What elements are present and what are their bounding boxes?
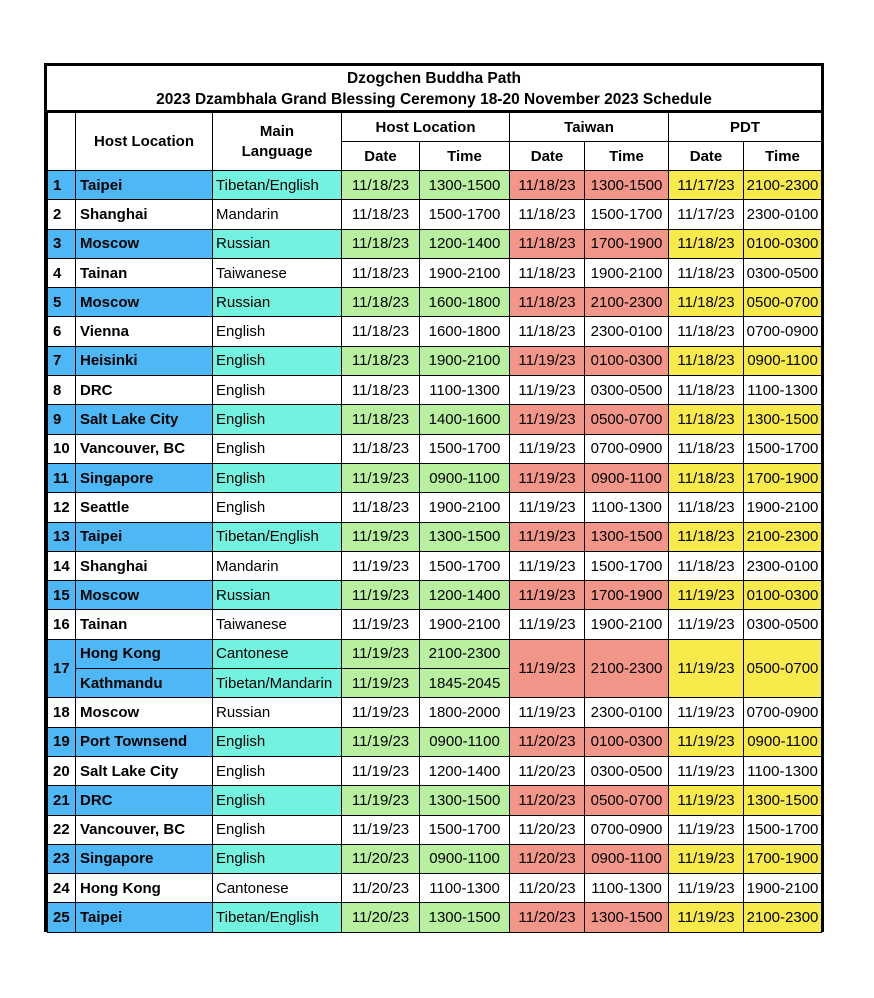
taiwan-date: 11/19/23	[510, 376, 585, 405]
row-number: 15	[48, 581, 76, 610]
pdt-time: 2100-2300	[744, 171, 822, 200]
row-number: 16	[48, 610, 76, 639]
host-time: 1200-1400	[420, 581, 510, 610]
host-location: Heisinki	[76, 346, 213, 375]
table-row	[48, 405, 822, 434]
row-number: 1	[48, 171, 76, 200]
main-language: Cantonese	[213, 874, 342, 903]
main-language: Cantonese	[213, 639, 342, 668]
row-number: 9	[48, 405, 76, 434]
table-row	[48, 258, 822, 287]
host-location: Vancouver, BC	[76, 815, 213, 844]
host-time: 1600-1800	[420, 288, 510, 317]
main-language: Russian	[213, 698, 342, 727]
taiwan-date: 11/19/23	[510, 639, 585, 698]
pdt-time: 1100-1300	[744, 756, 822, 785]
pdt-date: 11/17/23	[669, 171, 744, 200]
host-location: Hong Kong	[76, 874, 213, 903]
host-time: 1900-2100	[420, 610, 510, 639]
host-date: 11/19/23	[342, 756, 420, 785]
pdt-date: 11/18/23	[669, 405, 744, 434]
table-row	[48, 229, 822, 258]
pdt-time: 2300-0100	[744, 200, 822, 229]
table-row	[48, 903, 822, 932]
host-time: 1500-1700	[420, 200, 510, 229]
table-row	[48, 317, 822, 346]
pdt-time: 1700-1900	[744, 463, 822, 492]
pdt-date: 11/19/23	[669, 756, 744, 785]
host-location: Taipei	[76, 171, 213, 200]
host-location: Taipei	[76, 522, 213, 551]
taiwan-date: 11/18/23	[510, 200, 585, 229]
taiwan-date: 11/19/23	[510, 493, 585, 522]
pdt-date: 11/18/23	[669, 493, 744, 522]
host-location: Singapore	[76, 463, 213, 492]
table-row	[48, 376, 822, 405]
pdt-time: 1300-1500	[744, 786, 822, 815]
taiwan-date: 11/19/23	[510, 581, 585, 610]
row-number: 13	[48, 522, 76, 551]
host-location: Moscow	[76, 229, 213, 258]
pdt-date: 11/18/23	[669, 317, 744, 346]
pdt-time: 1500-1700	[744, 815, 822, 844]
table-row	[48, 639, 822, 668]
host-location: Moscow	[76, 698, 213, 727]
taiwan-date: 11/20/23	[510, 874, 585, 903]
main-language: English	[213, 786, 342, 815]
host-date: 11/18/23	[342, 317, 420, 346]
taiwan-time: 0900-1100	[585, 463, 669, 492]
taiwan-time: 0500-0700	[585, 786, 669, 815]
row-number: 8	[48, 376, 76, 405]
row-number: 25	[48, 903, 76, 932]
pdt-time: 1900-2100	[744, 874, 822, 903]
pdt-date: 11/18/23	[669, 258, 744, 287]
main-language: Mandarin	[213, 200, 342, 229]
host-date: 11/19/23	[342, 463, 420, 492]
header-taiwan-date: Date	[510, 142, 585, 171]
pdt-date: 11/19/23	[669, 815, 744, 844]
header-main-language: Main Language	[213, 113, 342, 171]
host-location: Moscow	[76, 288, 213, 317]
host-location: Salt Lake City	[76, 756, 213, 785]
row-number: 24	[48, 874, 76, 903]
row-number: 7	[48, 346, 76, 375]
schedule-table	[47, 112, 822, 933]
title-block	[47, 66, 821, 112]
main-language: Russian	[213, 229, 342, 258]
main-language: Tibetan/English	[213, 522, 342, 551]
row-number: 4	[48, 258, 76, 287]
pdt-time: 0500-0700	[744, 639, 822, 698]
taiwan-date: 11/19/23	[510, 405, 585, 434]
host-date: 11/20/23	[342, 874, 420, 903]
pdt-date: 11/18/23	[669, 288, 744, 317]
pdt-time: 1100-1300	[744, 376, 822, 405]
taiwan-date: 11/19/23	[510, 463, 585, 492]
taiwan-time: 1700-1900	[585, 581, 669, 610]
host-time: 0900-1100	[420, 463, 510, 492]
table-row	[48, 171, 822, 200]
taiwan-time: 2300-0100	[585, 317, 669, 346]
row-number: 23	[48, 844, 76, 873]
header-taiwan-group: Taiwan	[510, 113, 669, 142]
host-time: 1845-2045	[420, 669, 510, 698]
table-row	[48, 815, 822, 844]
host-time: 1200-1400	[420, 229, 510, 258]
schedule-sheet	[44, 63, 824, 932]
host-date: 11/18/23	[342, 200, 420, 229]
main-language: English	[213, 844, 342, 873]
main-language: English	[213, 405, 342, 434]
host-time: 1500-1700	[420, 434, 510, 463]
taiwan-date: 11/18/23	[510, 288, 585, 317]
pdt-time: 1500-1700	[744, 434, 822, 463]
host-time: 1600-1800	[420, 317, 510, 346]
pdt-time: 0900-1100	[744, 727, 822, 756]
taiwan-date: 11/19/23	[510, 346, 585, 375]
main-language: English	[213, 463, 342, 492]
table-row	[48, 844, 822, 873]
schedule-body	[48, 171, 822, 933]
title-line-1: Dzogchen Buddha Path	[347, 70, 521, 87]
host-time: 1900-2100	[420, 258, 510, 287]
header-number	[48, 113, 76, 171]
pdt-time: 0900-1100	[744, 346, 822, 375]
main-language: English	[213, 756, 342, 785]
taiwan-time: 0300-0500	[585, 376, 669, 405]
row-number: 18	[48, 698, 76, 727]
host-location: Seattle	[76, 493, 213, 522]
taiwan-date: 11/18/23	[510, 229, 585, 258]
host-location: Port Townsend	[76, 727, 213, 756]
pdt-date: 11/19/23	[669, 903, 744, 932]
host-time: 1200-1400	[420, 756, 510, 785]
host-date: 11/18/23	[342, 288, 420, 317]
host-date: 11/19/23	[342, 610, 420, 639]
pdt-date: 11/19/23	[669, 844, 744, 873]
host-time: 1500-1700	[420, 551, 510, 580]
host-date: 11/19/23	[342, 727, 420, 756]
pdt-date: 11/19/23	[669, 581, 744, 610]
header-host-date: Date	[342, 142, 420, 171]
host-location: Moscow	[76, 581, 213, 610]
taiwan-time: 2100-2300	[585, 639, 669, 698]
host-time: 1300-1500	[420, 522, 510, 551]
taiwan-date: 11/19/23	[510, 551, 585, 580]
host-location: DRC	[76, 376, 213, 405]
table-row	[48, 786, 822, 815]
host-time: 1300-1500	[420, 171, 510, 200]
host-date: 11/18/23	[342, 434, 420, 463]
row-number: 3	[48, 229, 76, 258]
taiwan-date: 11/19/23	[510, 610, 585, 639]
row-number: 6	[48, 317, 76, 346]
header-pdt-group: PDT	[669, 113, 822, 142]
host-time: 1900-2100	[420, 346, 510, 375]
pdt-time: 0300-0500	[744, 258, 822, 287]
row-number: 14	[48, 551, 76, 580]
taiwan-time: 0700-0900	[585, 815, 669, 844]
taiwan-date: 11/19/23	[510, 522, 585, 551]
pdt-date: 11/18/23	[669, 346, 744, 375]
host-date: 11/18/23	[342, 346, 420, 375]
pdt-time: 1300-1500	[744, 405, 822, 434]
header-host-location: Host Location	[76, 113, 213, 171]
taiwan-time: 1500-1700	[585, 200, 669, 229]
taiwan-time: 0900-1100	[585, 844, 669, 873]
pdt-time: 2100-2300	[744, 522, 822, 551]
main-language: English	[213, 317, 342, 346]
pdt-time: 0500-0700	[744, 288, 822, 317]
host-time: 2100-2300	[420, 639, 510, 668]
taiwan-time: 1300-1500	[585, 903, 669, 932]
header-taiwan-time: Time	[585, 142, 669, 171]
taiwan-time: 1900-2100	[585, 258, 669, 287]
row-number: 5	[48, 288, 76, 317]
pdt-time: 0300-0500	[744, 610, 822, 639]
taiwan-date: 11/18/23	[510, 258, 585, 287]
host-location: Tainan	[76, 610, 213, 639]
host-location: Taipei	[76, 903, 213, 932]
pdt-time: 0700-0900	[744, 698, 822, 727]
host-time: 1800-2000	[420, 698, 510, 727]
host-location: Singapore	[76, 844, 213, 873]
host-date: 11/19/23	[342, 815, 420, 844]
host-time: 1100-1300	[420, 874, 510, 903]
main-language: English	[213, 376, 342, 405]
pdt-date: 11/18/23	[669, 551, 744, 580]
host-location: Vancouver, BC	[76, 434, 213, 463]
pdt-date: 11/17/23	[669, 200, 744, 229]
table-row	[48, 874, 822, 903]
host-date: 11/20/23	[342, 903, 420, 932]
pdt-time: 1900-2100	[744, 493, 822, 522]
table-row	[48, 493, 822, 522]
table-row	[48, 200, 822, 229]
row-number: 11	[48, 463, 76, 492]
pdt-date: 11/18/23	[669, 229, 744, 258]
host-location: Vienna	[76, 317, 213, 346]
host-time: 1300-1500	[420, 903, 510, 932]
title-line-2: 2023 Dzambhala Grand Blessing Ceremony 18-20 November 2023 Schedule	[156, 91, 712, 108]
pdt-date: 11/19/23	[669, 639, 744, 698]
main-language: Tibetan/English	[213, 903, 342, 932]
taiwan-time: 1500-1700	[585, 551, 669, 580]
host-date: 11/19/23	[342, 551, 420, 580]
host-date: 11/19/23	[342, 786, 420, 815]
pdt-time: 0100-0300	[744, 229, 822, 258]
main-language: Mandarin	[213, 551, 342, 580]
host-date: 11/18/23	[342, 171, 420, 200]
table-row	[48, 434, 822, 463]
row-number: 10	[48, 434, 76, 463]
host-time: 1400-1600	[420, 405, 510, 434]
main-language: Russian	[213, 288, 342, 317]
pdt-time: 0700-0900	[744, 317, 822, 346]
taiwan-date: 11/20/23	[510, 844, 585, 873]
row-number: 19	[48, 727, 76, 756]
pdt-date: 11/18/23	[669, 463, 744, 492]
host-location: Salt Lake City	[76, 405, 213, 434]
taiwan-date: 11/20/23	[510, 786, 585, 815]
table-row	[48, 463, 822, 492]
host-time: 1500-1700	[420, 815, 510, 844]
host-location: Hong Kong	[76, 639, 213, 668]
host-time: 0900-1100	[420, 844, 510, 873]
row-number: 2	[48, 200, 76, 229]
main-language: English	[213, 727, 342, 756]
pdt-date: 11/19/23	[669, 727, 744, 756]
pdt-date: 11/19/23	[669, 698, 744, 727]
pdt-time: 2100-2300	[744, 903, 822, 932]
taiwan-date: 11/19/23	[510, 698, 585, 727]
pdt-time: 0100-0300	[744, 581, 822, 610]
taiwan-time: 1300-1500	[585, 171, 669, 200]
taiwan-date: 11/20/23	[510, 815, 585, 844]
main-language: English	[213, 815, 342, 844]
main-language: Taiwanese	[213, 610, 342, 639]
pdt-date: 11/19/23	[669, 786, 744, 815]
main-language: English	[213, 346, 342, 375]
host-location: Kathmandu	[76, 669, 213, 698]
host-time: 1300-1500	[420, 786, 510, 815]
taiwan-date: 11/20/23	[510, 727, 585, 756]
header-pdt-time: Time	[744, 142, 822, 171]
header-host-time: Time	[420, 142, 510, 171]
pdt-date: 11/19/23	[669, 610, 744, 639]
host-date: 11/19/23	[342, 669, 420, 698]
taiwan-time: 1900-2100	[585, 610, 669, 639]
host-time: 1100-1300	[420, 376, 510, 405]
host-date: 11/18/23	[342, 493, 420, 522]
table-row	[48, 756, 822, 785]
taiwan-date: 11/20/23	[510, 756, 585, 785]
host-time: 1900-2100	[420, 493, 510, 522]
host-date: 11/18/23	[342, 376, 420, 405]
table-row	[48, 727, 822, 756]
host-location: DRC	[76, 786, 213, 815]
taiwan-date: 11/18/23	[510, 317, 585, 346]
header-host-group: Host Location	[342, 113, 510, 142]
row-number: 21	[48, 786, 76, 815]
host-location: Tainan	[76, 258, 213, 287]
pdt-date: 11/18/23	[669, 434, 744, 463]
main-language: Tibetan/English	[213, 171, 342, 200]
taiwan-time: 2100-2300	[585, 288, 669, 317]
main-language: Russian	[213, 581, 342, 610]
row-number: 22	[48, 815, 76, 844]
host-location: Shanghai	[76, 200, 213, 229]
taiwan-time: 1100-1300	[585, 874, 669, 903]
host-date: 11/19/23	[342, 581, 420, 610]
main-language: English	[213, 434, 342, 463]
taiwan-date: 11/19/23	[510, 434, 585, 463]
table-row	[48, 610, 822, 639]
host-date: 11/18/23	[342, 405, 420, 434]
table-row	[48, 522, 822, 551]
taiwan-time: 1700-1900	[585, 229, 669, 258]
taiwan-time: 1100-1300	[585, 493, 669, 522]
table-row	[48, 288, 822, 317]
taiwan-time: 0700-0900	[585, 434, 669, 463]
row-number: 17	[48, 639, 76, 698]
pdt-time: 1700-1900	[744, 844, 822, 873]
host-date: 11/18/23	[342, 258, 420, 287]
row-number: 20	[48, 756, 76, 785]
taiwan-time: 0100-0300	[585, 727, 669, 756]
host-date: 11/19/23	[342, 698, 420, 727]
host-date: 11/19/23	[342, 639, 420, 668]
pdt-date: 11/19/23	[669, 874, 744, 903]
table-row	[48, 346, 822, 375]
taiwan-time: 0500-0700	[585, 405, 669, 434]
host-date: 11/18/23	[342, 229, 420, 258]
taiwan-date: 11/18/23	[510, 171, 585, 200]
main-language: Taiwanese	[213, 258, 342, 287]
taiwan-time: 0100-0300	[585, 346, 669, 375]
main-language: English	[213, 493, 342, 522]
pdt-time: 2300-0100	[744, 551, 822, 580]
host-date: 11/20/23	[342, 844, 420, 873]
main-language: Tibetan/Mandarin	[213, 669, 342, 698]
table-row	[48, 698, 822, 727]
pdt-date: 11/18/23	[669, 376, 744, 405]
host-time: 0900-1100	[420, 727, 510, 756]
taiwan-time: 2300-0100	[585, 698, 669, 727]
pdt-date: 11/18/23	[669, 522, 744, 551]
host-date: 11/19/23	[342, 522, 420, 551]
host-location: Shanghai	[76, 551, 213, 580]
header-pdt-date: Date	[669, 142, 744, 171]
table-row	[48, 551, 822, 580]
table-row	[48, 581, 822, 610]
taiwan-time: 1300-1500	[585, 522, 669, 551]
taiwan-time: 0300-0500	[585, 756, 669, 785]
taiwan-date: 11/20/23	[510, 903, 585, 932]
row-number: 12	[48, 493, 76, 522]
